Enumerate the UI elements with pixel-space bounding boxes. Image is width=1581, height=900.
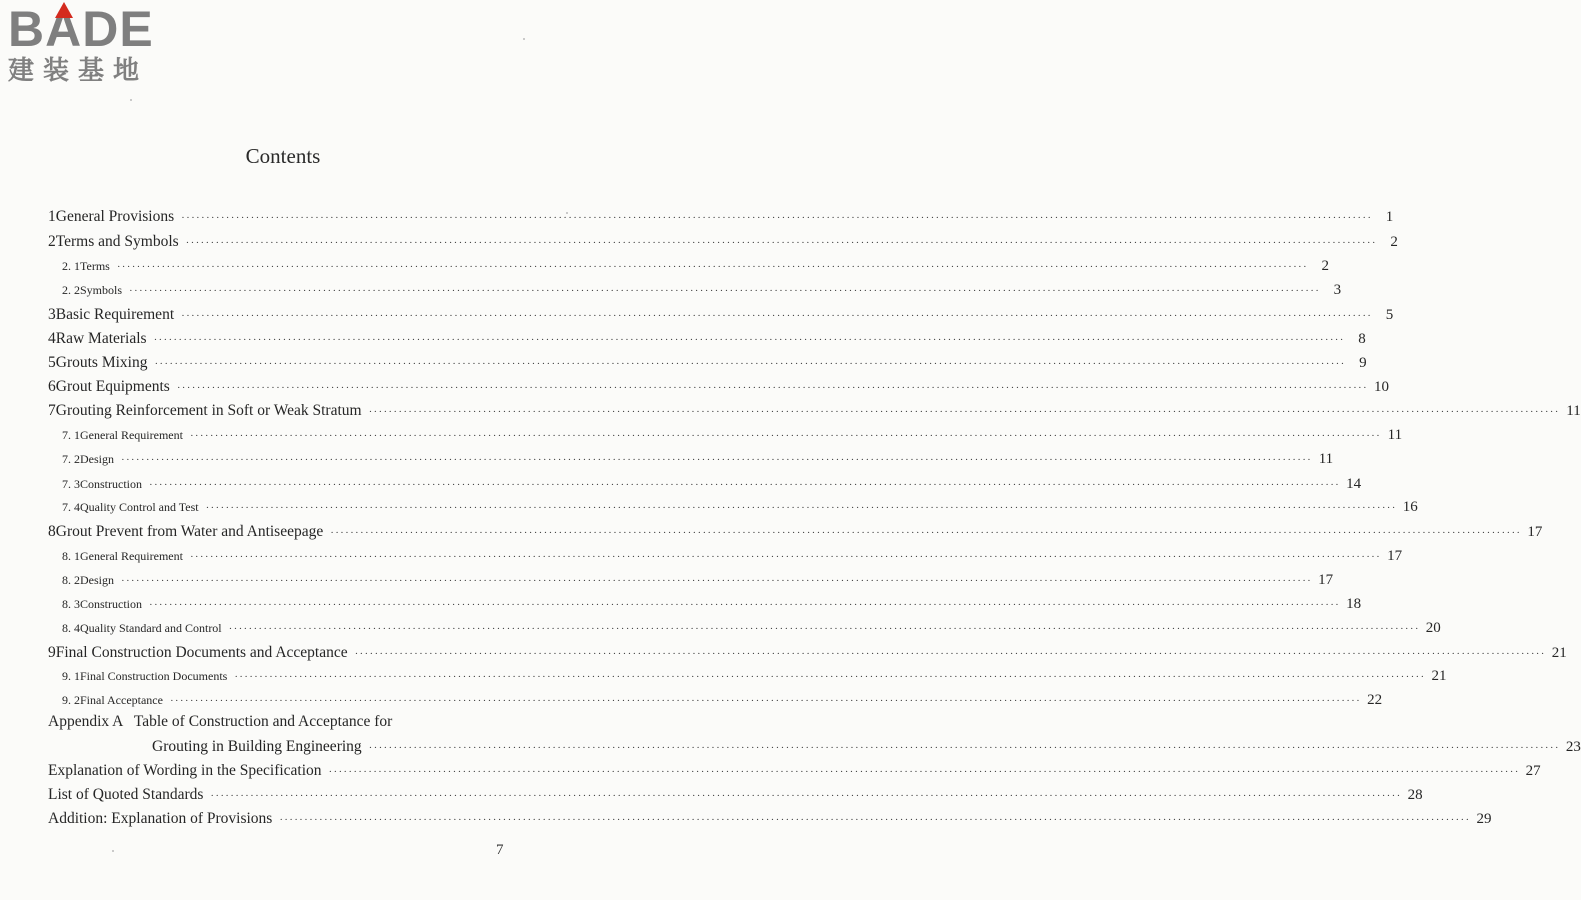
toc-entry-page: 17 — [1318, 572, 1334, 588]
toc-leader-dots: ················································································································································································································································ — [121, 575, 1313, 587]
toc-entry-page: 11 — [1566, 403, 1581, 419]
toc-leader-dots: ················································································································································································································································ — [181, 212, 1373, 224]
toc-entry-number: 7. 3 — [62, 477, 80, 491]
toc-entry-continuation — [152, 738, 1581, 756]
toc-entry-title: Quality Control and Test — [80, 500, 199, 514]
toc-entry-title: Grouting in Building Engineering — [152, 738, 362, 755]
toc-entry-number: 8 — [48, 523, 56, 540]
toc-leader-dots: ················································································································································································································································ — [368, 742, 1560, 754]
toc-entry-page: 21 — [1431, 668, 1447, 684]
toc-leader-dots: ················································································································································································································································ — [153, 334, 1345, 346]
logo-letters-de: DE — [82, 1, 154, 57]
toc-entry-number: 4 — [48, 330, 56, 347]
toc-entry-page: 5 — [1385, 307, 1394, 323]
toc-entry-title: Design — [80, 573, 114, 587]
toc-entry-page: 18 — [1346, 596, 1362, 612]
toc-entry-number: 8. 2 — [62, 573, 80, 587]
toc-entry-number: 8. 4 — [62, 621, 80, 635]
toc-entry-page: 3 — [1333, 282, 1342, 298]
toc-entry-title: Construction — [80, 597, 142, 611]
toc-entry-page: 14 — [1346, 476, 1362, 492]
toc-entry[interactable] — [48, 354, 1367, 372]
toc-entry-number: 7 — [48, 402, 56, 419]
toc-entry[interactable] — [48, 208, 1394, 226]
toc-entry-page: 29 — [1476, 811, 1492, 827]
toc-entry-title: Addition: Explanation of Provisions — [48, 810, 273, 827]
logo-letter-b: B — [8, 1, 46, 57]
toc-entry[interactable] — [48, 523, 1543, 541]
toc-entry[interactable] — [62, 548, 1403, 565]
toc-entry[interactable] — [48, 762, 1541, 780]
toc-entry-title: Grout Equipments — [55, 378, 170, 395]
toc-leader-dots: ················································································································································································································································ — [149, 599, 1341, 611]
toc-entry[interactable] — [62, 692, 1383, 709]
toc-entry-number: 8. 3 — [62, 597, 80, 611]
toc-entry-number: 9 — [48, 644, 56, 661]
scan-speck — [112, 850, 114, 852]
toc-entry-number: 2. 1 — [62, 259, 80, 273]
toc-leader-dots: ················································································································································································································································ — [189, 430, 1382, 442]
toc-entry-number: 7. 4 — [62, 500, 80, 514]
toc-entry-number: 6 — [48, 378, 56, 395]
toc-entry-number: 8. 1 — [62, 549, 80, 563]
toc-leader-dots: ················································································································································································································································ — [176, 382, 1368, 394]
toc-entry[interactable] — [62, 282, 1342, 299]
toc-entry-page: 9 — [1359, 355, 1367, 371]
toc-leader-dots: ················································································································································································································································ — [129, 285, 1321, 297]
toc-entry-number: 2 — [48, 233, 56, 250]
bade-logo — [8, 1, 178, 86]
toc-entry-number: 7. 2 — [62, 452, 80, 466]
toc-entry-number: 9. 2 — [62, 693, 80, 707]
toc-entry-number: 1 — [48, 208, 56, 225]
toc-leader-dots: ················································································································································································································································ — [368, 406, 1560, 418]
toc-leader-dots: ················································································································································································································································ — [181, 310, 1373, 322]
toc-entry-title: General Requirement — [80, 549, 183, 563]
toc-entry-page: 27 — [1525, 763, 1541, 779]
toc-entry-title: Quality Standard and Control — [80, 621, 222, 635]
toc-entry[interactable] — [62, 476, 1362, 493]
toc-entry[interactable] — [62, 668, 1447, 685]
toc-entry-title: Final Construction Documents — [80, 669, 228, 683]
toc-entry-title: Grout Prevent from Water and Antiseepage — [55, 523, 324, 540]
toc-leader-dots: ················································································································································································································································ — [228, 623, 1420, 635]
toc-entry-page: 16 — [1402, 499, 1418, 515]
page-title: Contents — [245, 144, 321, 168]
toc-entry[interactable] — [62, 427, 1403, 444]
page-number: 7 — [496, 842, 504, 858]
toc-leader-dots: ················································································································································································································································ — [354, 648, 1546, 660]
toc-leader-dots: ················································································································································································································································ — [185, 237, 1377, 249]
logo-triangle-icon — [55, 2, 73, 18]
toc-entry[interactable] — [48, 378, 1389, 396]
toc-entry-page: 21 — [1551, 645, 1567, 661]
toc-entry-title: List of Quoted Standards — [48, 786, 204, 803]
logo-chinese: 建装基地 — [8, 56, 149, 86]
toc-leader-dots: ················································································································································································································································ — [149, 479, 1341, 491]
toc-entry-title: General Provisions — [55, 208, 175, 225]
toc-entry-number: 2. 2 — [62, 283, 80, 297]
toc-entry[interactable] — [48, 330, 1366, 348]
toc-leader-dots: ················································································································································································································································ — [205, 502, 1397, 514]
toc-entry[interactable] — [62, 620, 1441, 637]
toc-entry-number: 5 — [48, 354, 56, 371]
toc-entry-page: 10 — [1373, 379, 1389, 395]
toc-entry[interactable] — [62, 499, 1418, 516]
toc-entry[interactable] — [62, 596, 1362, 613]
toc-entry-page: 28 — [1407, 787, 1423, 803]
toc-entry-page: 2 — [1390, 234, 1398, 250]
toc-leader-dots: ················································································································································································································································ — [328, 766, 1520, 778]
toc-entry-page: 11 — [1318, 451, 1334, 467]
toc-entry[interactable] — [62, 258, 1329, 275]
toc-entry-title: Terms — [80, 259, 110, 273]
toc-leader-dots: ················································································································································································································································ — [154, 358, 1346, 370]
toc-entry-title: Basic Requirement — [55, 306, 175, 323]
toc-entry-title: Grouts Mixing — [55, 354, 148, 371]
toc-entry[interactable] — [48, 402, 1581, 420]
toc-entry-page: 22 — [1367, 692, 1383, 708]
toc-entry-page: 17 — [1527, 524, 1543, 540]
toc-entry-page: 1 — [1385, 209, 1394, 225]
toc-entry-title: Symbols — [80, 283, 123, 297]
toc-entry-page: 8 — [1358, 331, 1366, 347]
toc-leader-dots: ················································································································································································································································ — [189, 551, 1382, 563]
toc-entry-number: 7. 1 — [62, 428, 80, 442]
toc-entry-title: Final Construction Documents and Acceptance — [55, 644, 348, 661]
toc-entry[interactable] — [48, 713, 520, 731]
toc-entry[interactable] — [48, 786, 1423, 804]
toc-entry[interactable] — [48, 233, 1398, 251]
toc-entry-title: Appendix A Table of Construction and Acceptance for — [48, 713, 393, 730]
toc-entry[interactable] — [48, 810, 1492, 828]
toc-entry[interactable] — [62, 572, 1334, 589]
logo-wordmark — [8, 1, 178, 57]
toc-entry-number: 9. 1 — [62, 669, 80, 683]
toc-entry-title: Raw Materials — [55, 330, 147, 347]
toc-entry[interactable] — [48, 306, 1394, 324]
toc-entry-title: Grouting Reinforcement in Soft or Weak Stratum — [55, 402, 362, 419]
toc-leader-dots: ················································································································································································································································ — [116, 261, 1308, 273]
toc-entry-page: 23 — [1565, 739, 1581, 755]
toc-leader-dots: ················································································································································································································································ — [279, 814, 1471, 826]
toc-leader-dots: ················································································································································································································································ — [234, 671, 1426, 683]
toc-entry-page: 17 — [1387, 548, 1403, 564]
toc-entry[interactable] — [62, 451, 1334, 468]
toc-entry-page: 2 — [1321, 258, 1329, 274]
toc-entry-page: 11 — [1387, 427, 1403, 443]
toc-entry-title: Design — [80, 452, 114, 466]
toc-entry-title: Terms and Symbols — [55, 233, 179, 250]
toc-leader-dots: ················································································································································································································································ — [330, 527, 1522, 539]
toc-entry-page: 20 — [1425, 620, 1441, 636]
toc-entry-title: Explanation of Wording in the Specification — [48, 762, 322, 779]
toc-leader-dots: ················································································································································································································································ — [169, 695, 1362, 707]
scan-speck — [523, 38, 525, 40]
toc-entry-title: Construction — [80, 477, 142, 491]
scan-speck — [130, 99, 132, 101]
toc-entry[interactable] — [48, 644, 1567, 662]
toc-entry-title: Final Acceptance — [80, 693, 163, 707]
toc-entry-title: General Requirement — [80, 428, 183, 442]
toc-leader-dots: ················································································································································································································································ — [210, 790, 1402, 802]
toc-entry-number: 3 — [48, 306, 56, 323]
toc-leader-dots: ················································································································································································································································ — [121, 454, 1313, 466]
logo-letter-a: A — [45, 1, 83, 57]
